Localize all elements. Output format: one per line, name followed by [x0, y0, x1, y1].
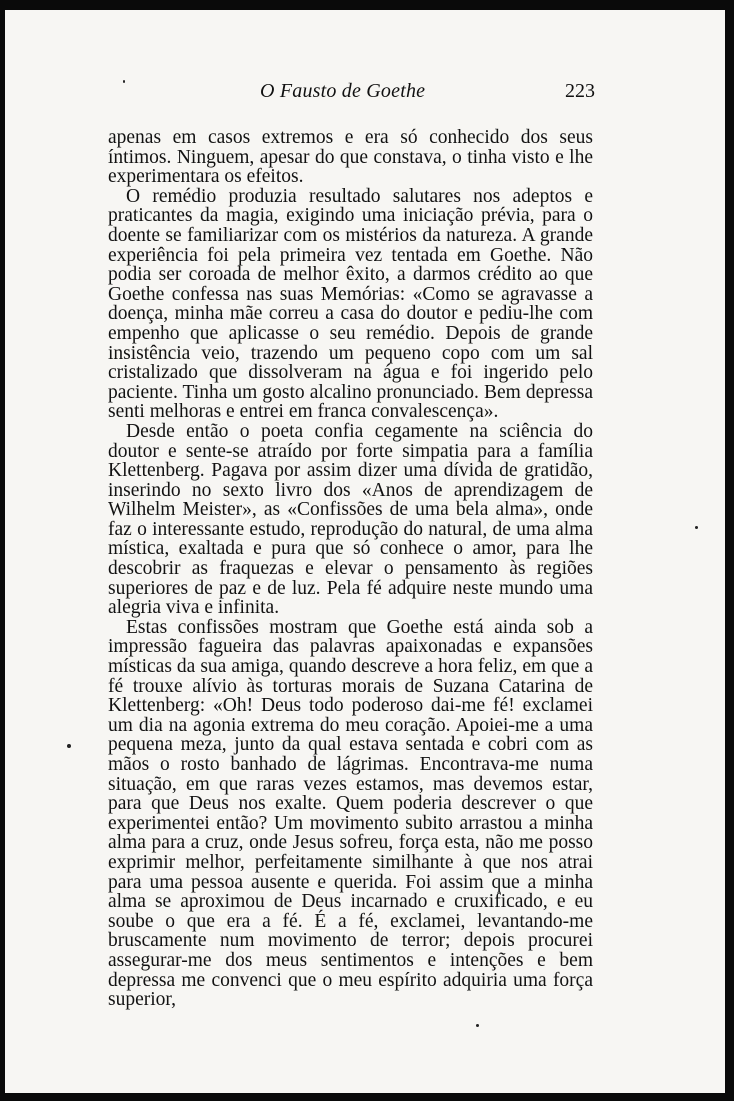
- paragraph-1: apenas em casos extremos e era só conhecido dos seus íntimos. Ninguem, apesar do que constava, o tinha visto e lhe experimentara os efeitos.: [108, 127, 593, 188]
- page-header: [5, 80, 725, 110]
- book-page: [5, 10, 725, 1093]
- page-number: 223: [565, 80, 595, 102]
- ink-speck: [476, 1024, 479, 1027]
- ink-speck: [123, 80, 125, 83]
- paragraph-3: Desde então o poeta confia cegamente na sciência do doutor e sente-se atraído por forte simpatia para a família Klettenberg. Pagava por assim dizer uma dívida de gratidão, inserindo no sexto livro dos «Anos de aprendizagem de Wilhelm Meister», as «Confissões de uma bela alma», onde faz o interessante estudo, reprodução do natural, de uma alma mística, exaltada e pura que só conhece o amor, para lhe descobrir as fraquezas e elevar o pensamento às regiões superiores de paz e de luz. Pela fé adquire neste mundo uma alegria viva e infinita.: [108, 420, 593, 619]
- ink-speck: [67, 744, 71, 748]
- paragraph-2: O remédio produzia resultado salutares nos adeptos e praticantes da magia, exigindo uma iniciação prévia, para o doente se familiarizar com os mistérios da natureza. A grande experiência foi pela primeira vez tentada em Goethe. Não podia ser coroada de melhor êxito, a darmos crédito ao que Goethe confessa nas suas Memórias: «Como se agravasse a doença, minha mãe correu a casa do doutor e pediu-lhe com empenho que aplicasse o seu remédio. Depois de grande insistência veio, trazendo um pequeno copo com um sal cristalizado que dissolveram na água e foi ingerido pelo paciente. Tinha um gosto alcalino pronunciado. Bem depressa senti melhoras e entrei em franca convalescença».: [108, 185, 593, 423]
- body-text: [108, 128, 593, 1010]
- ink-speck: [695, 526, 698, 529]
- running-title: O Fausto de Goethe: [260, 80, 426, 102]
- paragraph-4: Estas confissões mostram que Goethe está ainda sob a impressão fagueira das palavras apaixonadas e expansões místicas da sua amiga, quando descreve a hora feliz, em que a fé trouxe alívio às torturas morais de Suzana Catarina de Klettenberg: «Oh! Deus todo poderoso dai-me fé! exclamei um dia na agonia extrema do meu coração. Apoiei-me a uma pequena meza, junto da qual estava sentada e cobri com as mãos o rosto banhado de lágrimas. Encontrava-me numa situação, em que raras vezes estamos, mas devemos estar, para que Deus nos exalte. Quem poderia descrever o que experimentei então? Um movimento subito arrastou a minha alma para a cruz, onde Jesus sofreu, força esta, não me posso exprimir melhor, perfeitamente similhante à que nos atrai para uma pessoa ausente e querida. Foi assim que a minha alma se aproximou de Deus incarnado e cruxificado, e eu soube o que era a fé. É a fé, exclamei, levantando-me bruscamente num movimento de terror; depois procurei assegurar-me dos meus sentimentos e intenções e bem depressa me convenci que o meu espírito adquiria uma força superior,: [108, 616, 593, 1011]
